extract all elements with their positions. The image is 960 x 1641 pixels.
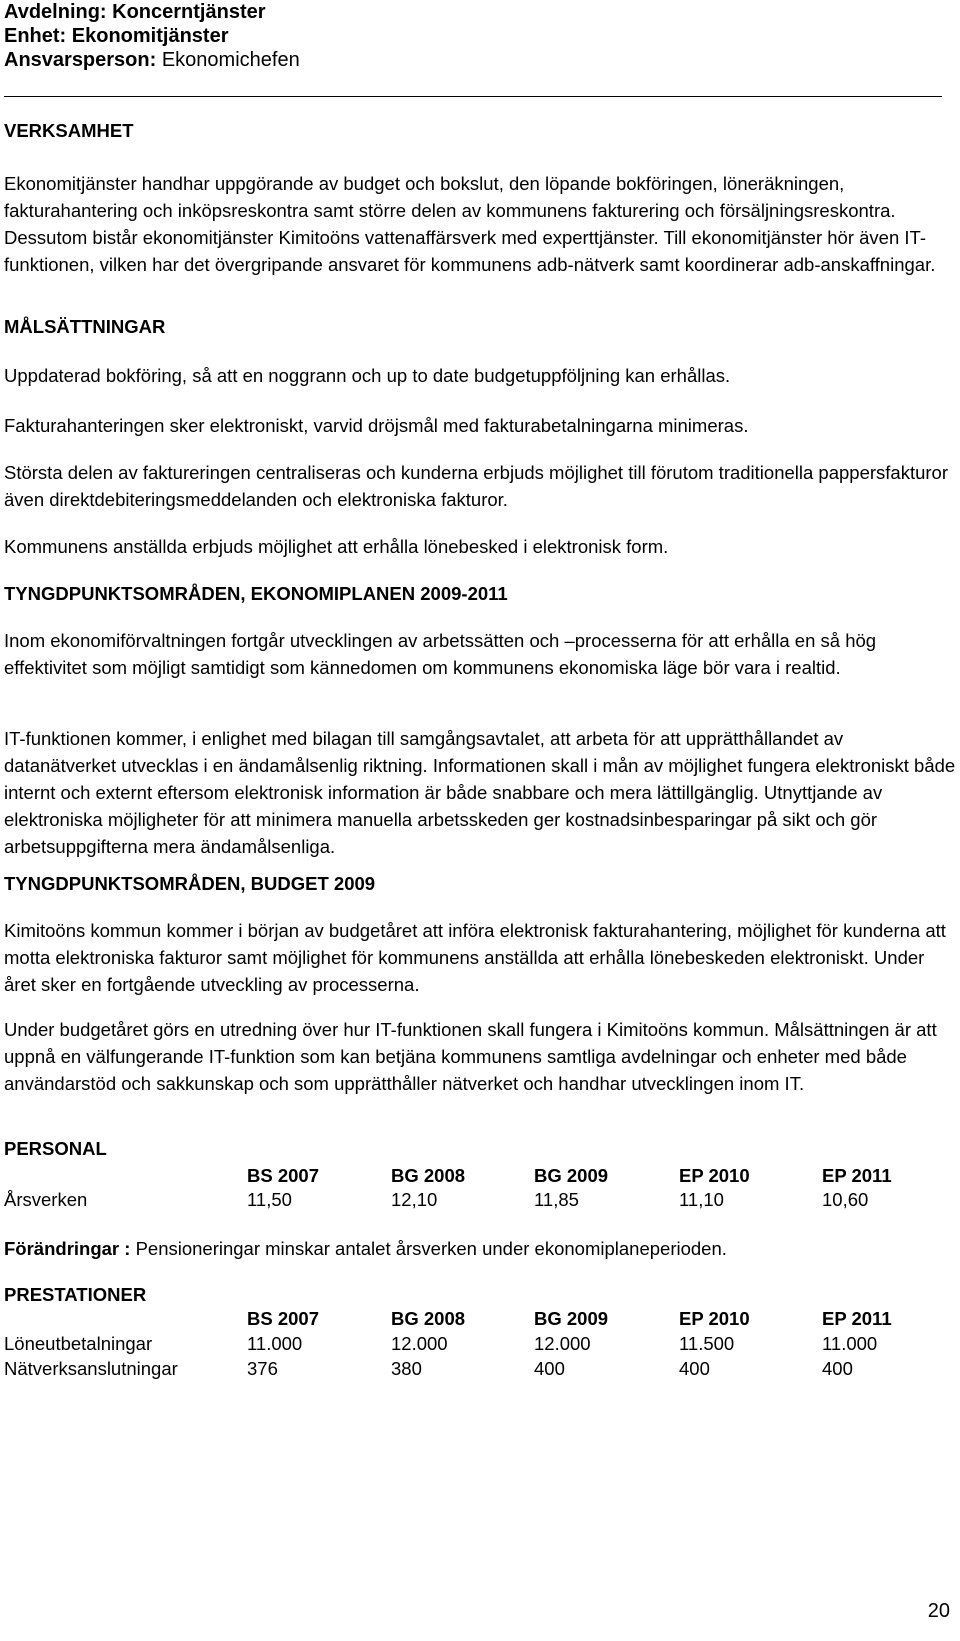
- prestationer-heading: PRESTATIONER: [4, 1284, 147, 1305]
- table-row: [4, 1330, 956, 1357]
- table-row: [4, 1355, 956, 1382]
- personal-table-header: [4, 1162, 956, 1189]
- column-header: BG 2009: [534, 1308, 609, 1329]
- malsattning-paragraph-1: Uppdaterad bokföring, så att en noggrann och up to date budgetuppföljning kan erhållas.: [4, 365, 731, 386]
- table-cell: 400: [822, 1358, 853, 1379]
- changes-label: Förändringar :: [4, 1238, 131, 1259]
- malsattningar-heading: MÅLSÄTTNINGAR: [4, 316, 166, 337]
- budget-paragraph-2: Under budgetåret görs en utredning över hur IT-funktionen skall fungera i Kimitoöns kommun. Målsättningen är att uppnå en välfungerande IT-funktion som kan betjäna kommunens samtliga avdelningar och enheter med både användarstöd och sakkunskap och som upprätthåller nätverket och handhar utvecklingen inom IT.: [4, 1019, 937, 1094]
- table-cell: 12,10: [391, 1189, 438, 1210]
- budget-heading: TYNGDPUNKTSOMRÅDEN, BUDGET 2009: [4, 873, 376, 894]
- table-cell: 11.500: [679, 1333, 735, 1354]
- column-header: BG 2008: [391, 1165, 466, 1186]
- column-header: EP 2010: [679, 1308, 750, 1329]
- table-cell: 11,85: [534, 1189, 579, 1210]
- table-cell: 11,10: [679, 1189, 724, 1210]
- table-cell: 400: [534, 1358, 565, 1379]
- verksamhet-heading: VERKSAMHET: [4, 120, 134, 141]
- table-cell: 376: [247, 1358, 278, 1379]
- responsible-value: Ekonomichefen: [161, 49, 300, 71]
- verksamhet-text: Ekonomitjänster handhar uppgörande av budget och bokslut, den löpande bokföringen, löneräkningen, fakturahantering och inköpsreskontra samt större delen av kommunens fakturering och försäljningsreskontra. Dessutom bistår ekonomitjänster Kimitoöns vattenaffärsverk med experttjänster. Till ekonomitjänster hör även IT-funktionen, vilken har det övergripande ansvaret för kommunens adb-nätverk samt koordinerar adb-anskaffningar.: [4, 173, 936, 275]
- table-cell: 400: [679, 1358, 710, 1379]
- table-cell: 11.000: [247, 1333, 303, 1354]
- table-row: [4, 1186, 956, 1213]
- table-cell: 11,50: [247, 1189, 292, 1210]
- changes-line: [4, 1235, 956, 1262]
- ekonomiplan-heading: TYNGDPUNKTSOMRÅDEN, EKONOMIPLANEN 2009-2011: [4, 583, 508, 604]
- responsible-line: [4, 48, 300, 72]
- malsattning-paragraph-4: Kommunens anställda erbjuds möjlighet att erhålla lönebesked i elektronisk form.: [4, 536, 669, 557]
- page-number: 20: [927, 1600, 950, 1622]
- table-cell: 11.000: [822, 1333, 878, 1354]
- table-cell: 10,60: [822, 1189, 869, 1210]
- department-label: Avdelning: Koncerntjänster: [4, 1, 266, 23]
- changes-text: Pensioneringar minskar antalet årsverken under ekonomiplaneperioden.: [135, 1238, 727, 1259]
- personal-heading: PERSONAL: [4, 1138, 107, 1159]
- ekonomiplan-paragraph-2: IT-funktionen kommer, i enlighet med bilagan till samgångsavtalet, att arbeta för att upprätthållandet av datanätverket utvecklas i en ändamålsenlig riktning. Informationen skall i mån av möjlighet fungera elektroniskt både internt och externt eftersom elektronisk information är både snabbare och mera lättillgänglig. Utnyttjande av elektroniska möjligheter för att minimera manuella arbetsskeden ger kostnadsinbesparingar på sikt och gör arbetsuppgifterna mera ändamålsenliga.: [4, 728, 956, 857]
- row-label: Löneutbetalningar: [4, 1333, 153, 1354]
- column-header: EP 2011: [822, 1308, 892, 1329]
- column-header: BS 2007: [247, 1308, 319, 1329]
- table-cell: 380: [391, 1358, 422, 1379]
- column-header: BG 2009: [534, 1165, 609, 1186]
- ekonomiplan-paragraph-1: Inom ekonomiförvaltningen fortgår utvecklingen av arbetssätten och –processerna för att erhålla en så hög effektivitet som möjligt samtidigt som kännedomen om kommunens ekonomiska läge bör vara i realtid.: [4, 630, 877, 678]
- unit-label: Enhet: Ekonomitjänster: [4, 25, 229, 47]
- column-header: BG 2008: [391, 1308, 466, 1329]
- column-header: EP 2010: [679, 1165, 750, 1186]
- column-header: BS 2007: [247, 1165, 319, 1186]
- prestationer-table-header: [4, 1305, 956, 1332]
- budget-paragraph-1: Kimitoöns kommun kommer i början av budgetåret att införa elektronisk fakturahantering, möjlighet för kunderna att motta elektroniska fakturor samt möjlighet för kommunens anställda att erhålla lönebeskeden elektroniskt. Under året sker en fortgående utveckling av processerna.: [4, 920, 946, 995]
- row-label: Nätverksanslutningar: [4, 1358, 178, 1379]
- header-divider: [4, 96, 942, 97]
- column-header: EP 2011: [822, 1165, 892, 1186]
- malsattning-paragraph-3: Största delen av faktureringen centraliseras och kunderna erbjuds möjlighet till förutom traditionella pappersfakturor även direktdebiteringsmeddelanden och elektroniska fakturor.: [4, 462, 949, 510]
- table-cell: 12.000: [391, 1333, 448, 1354]
- malsattning-paragraph-2: Fakturahanteringen sker elektroniskt, varvid dröjsmål med fakturabetalningarna minimeras.: [4, 415, 749, 436]
- table-cell: 12.000: [534, 1333, 591, 1354]
- responsible-label: Ansvarsperson:: [4, 49, 157, 71]
- row-label: Årsverken: [4, 1189, 88, 1210]
